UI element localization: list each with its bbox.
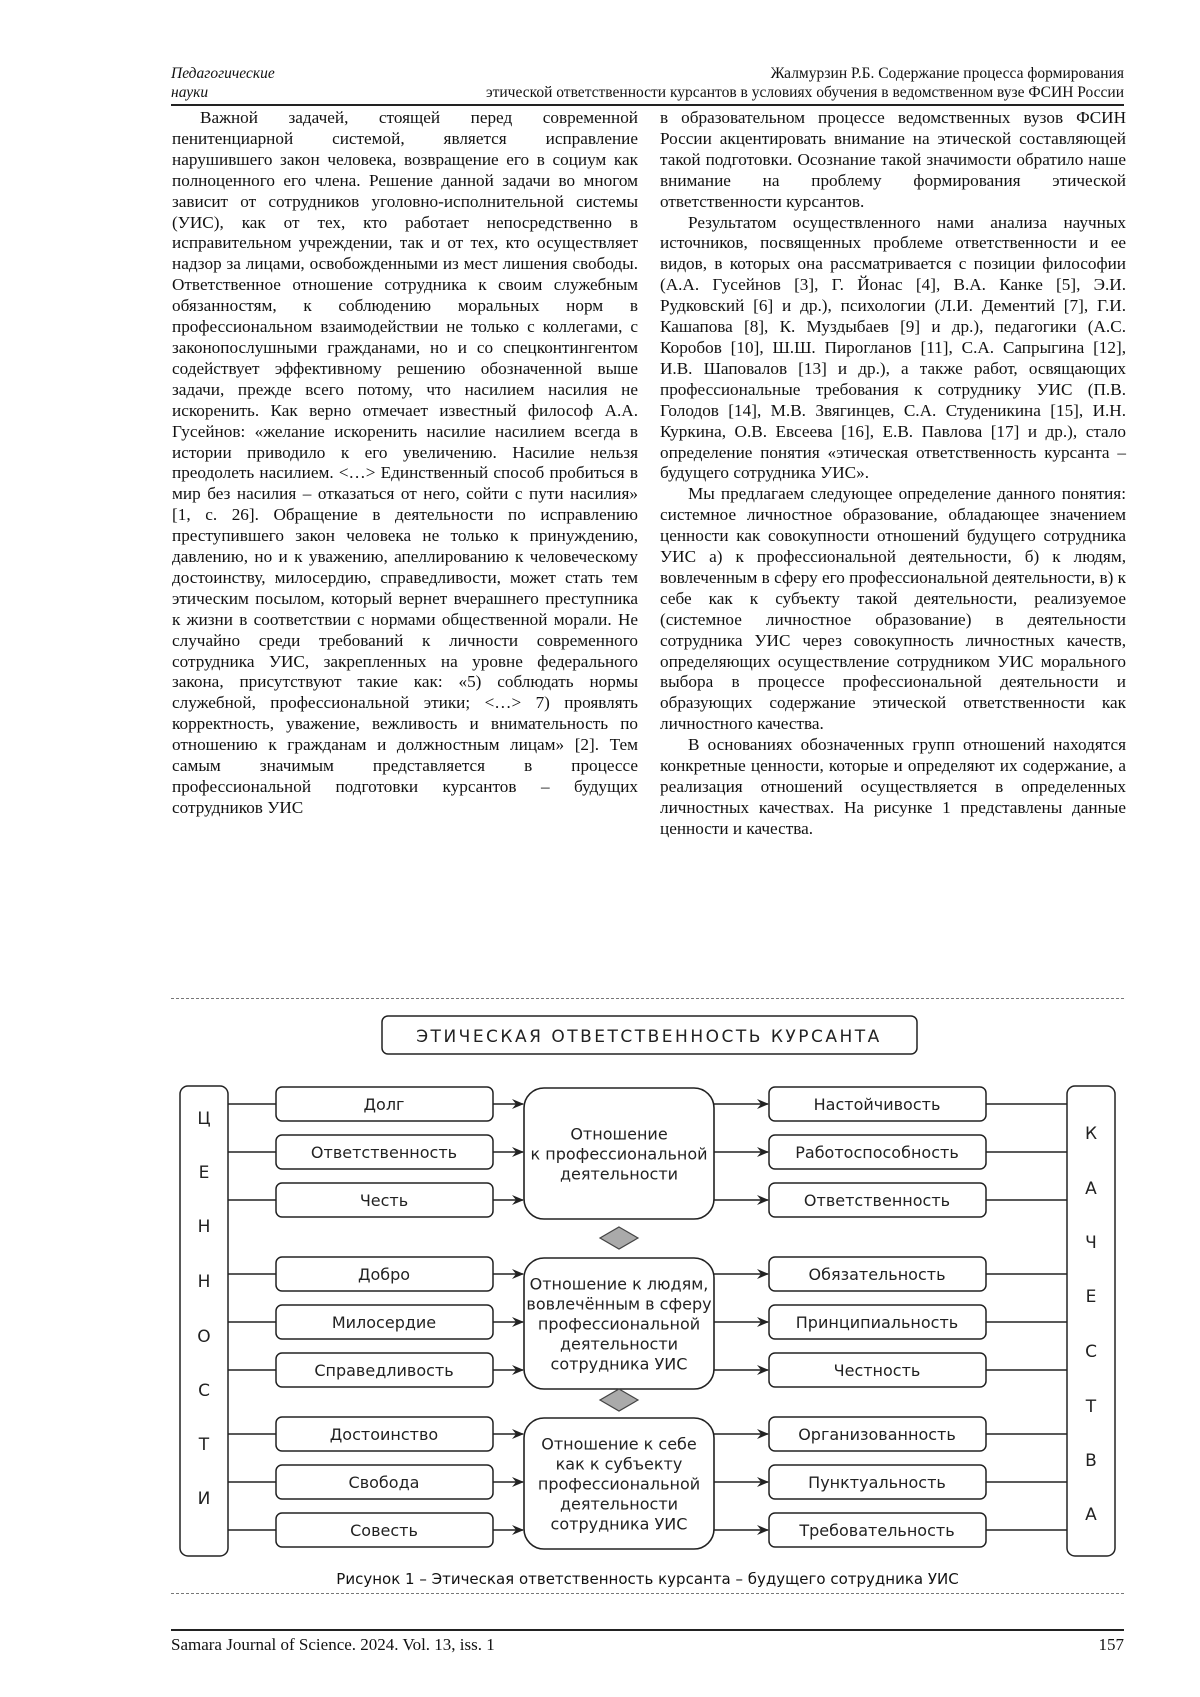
relation-text: сотрудника УИС	[550, 1354, 688, 1374]
quality-label: Организованность	[798, 1425, 956, 1444]
figure-top-divider	[171, 998, 1124, 999]
qualities-label-letter: С	[1085, 1342, 1097, 1362]
values-label-letter: И	[197, 1489, 211, 1509]
journal-citation: Samara Journal of Science. 2024. Vol. 13, iss. 1	[171, 1635, 495, 1654]
relation-text: Отношение	[570, 1124, 668, 1144]
quality-label: Пунктуальность	[808, 1473, 946, 1492]
footer-rule	[171, 1629, 1124, 1631]
qualities-column-box	[1067, 1086, 1115, 1556]
values-label-letter: Ц	[197, 1109, 211, 1129]
paragraph: Важной задачей, стоящей перед современной пенитенциарной системой, является исправление нарушившего закон человека, возвращение его в социум как полноценного его члена. Решение данной задачи во многом зависит от сотрудников уголовно-исполнительной системы (УИС), как от тех, кто работает непосредственно в исправительном учреждении, так и от тех, кто осуществляет надзор за лицами, освобожденными из мест лишения свободы. Ответственное отношение сотрудника к своим служебным обязанностям, к соблюдению моральных норм в профессиональном взаимодействии не только с коллегами, с законопослушными гражданами, но и со спецконтингентом содействует эффективному решению обозначенной выше задачи, прежде всего потому, что насилием насилия не искоренить. Как верно отмечает известный философ А.А. Гусейнов: «желание искоренить насилие насилием всегда в истории приводило к его увеличению. Насилие нельзя преодолеть насилием. <…> Единственный способ пробиться в мир без насилия – отказаться от него, сойти с пути насилия» [1, с. 26]. Обращение в деятельности по исправлению преступившего закон человека не только к принуждению, давлению, но и к уважению, апеллированию к человеческому достоинству, милосердию, справедливости, может стать тем этическим посылом, который вернет вчерашнего преступника к жизни в соответствии с нормами общественной морали. Не случайно среди требований к личности современного сотрудника УИС, закрепленных на уровне федерального закона, присутствуют такие как: «5) соблюдать нормы служебной, профессиональной этики; <…> 7) проявлять корректность, уважение, вежливость и внимательность по отношению к гражданам и должностным лицам» [2]. Тем самым значимым представляется в процессе профессиональной подготовки курсантов – будущих сотрудников УИС	[172, 108, 638, 817]
group-link-diamond-icon	[600, 1389, 638, 1411]
value-label: Свобода	[348, 1473, 420, 1492]
qualities-label-letter: А	[1085, 1505, 1097, 1525]
value-label: Совесть	[350, 1521, 418, 1540]
paragraph: Мы предлагаем следующее определение данного понятия: системное личностное образование, обладающее значением ценности как совокупности отношений будущего сотрудника УИС а) к профессиональной деятельности, б) к людям, вовлеченным в сферу его профессиональной деятельности, в) к себе как к субъекту такой деятельности, реализуемое (системное личностное образование) в деятельности сотрудника УИС через совокупность личностных качеств, определяющих осуществление сотрудником УИС морального выбора в процессе профессиональной деятельности и образующих содержание этической ответственности как личностного качества.	[660, 484, 1126, 734]
section-line-2: науки	[171, 84, 209, 101]
paragraph: В основаниях обозначенных групп отношений находятся конкретные ценности, которые и определяют их содержание, а реализация отношений осуществляется в определенных личностных качествах. На рисунке 1 представлены данные ценности и качества.	[660, 735, 1126, 838]
section-line-1: Педагогические	[171, 65, 275, 82]
figure-ethical-responsibility-diagram	[171, 1010, 1124, 1570]
figure-bottom-divider	[171, 1593, 1124, 1594]
relation-text: деятельности	[559, 1334, 679, 1354]
qualities-label-letter: А	[1085, 1179, 1097, 1199]
relation-text: к профессиональной	[530, 1144, 708, 1164]
qualities-label-letter: Е	[1085, 1287, 1097, 1307]
quality-label: Принципиальность	[795, 1313, 959, 1332]
values-label-letter: О	[197, 1327, 211, 1347]
relation-text: Отношение к себе	[541, 1434, 697, 1454]
journal-section	[171, 64, 275, 102]
value-label: Честь	[359, 1191, 409, 1210]
right-column	[660, 108, 1126, 840]
relation-text: как к субъекту	[555, 1454, 683, 1474]
qualities-label-letter: Ч	[1085, 1233, 1097, 1253]
value-label: Милосердие	[331, 1313, 437, 1332]
relation-text: деятельности	[559, 1494, 679, 1514]
quality-label: Обязательность	[808, 1265, 946, 1284]
title-line-1: Жалмурзин Р.Б. Содержание процесса формирования	[770, 65, 1124, 82]
quality-label: Ответственность	[803, 1191, 951, 1210]
values-label-letter: Н	[197, 1272, 211, 1292]
relation-text: вовлечённым в сферу	[526, 1294, 712, 1314]
qualities-label-letter: В	[1085, 1451, 1097, 1471]
figure-title: ЭТИЧЕСКАЯ ОТВЕТСТВЕННОСТЬ КУРСАНТА	[416, 1027, 882, 1047]
relation-text: Отношение к людям,	[529, 1274, 709, 1294]
paragraph: Результатом осуществленного нами анализа научных источников, посвященных проблеме ответственности и ее видов, в которых она рассматривается с позиции философии (А.А. Гусейнов [3], Г. Йонас [4], В.А. Канке [5], Э.И. Рудковский [6] и др.), психологии (Л.И. Дементий [7], Г.И. Кашапова [8], К. Муздыбаев [9] и др.), педагогики (А.С. Коробов [10], Ш.Ш. Пирогланов [11], С.А. Сапрыгина [12], И.В. Шаповалов [13] и др.), а также работ, освящающих профессиональные требования к сотруднику УИС (П.В. Голодов [14], М.В. Звягинцев, С.А. Студеникина [15], И.Н. Куркина, О.В. Евсеева [16], Е.В. Павлова [17] и др.), стало определение понятия «этическая ответственность курсанта – будущего сотрудника УИС».	[660, 212, 1126, 483]
qualities-label-letter: К	[1084, 1124, 1098, 1144]
quality-label: Честность	[833, 1361, 921, 1380]
paragraph-continuation: в образовательном процессе ведомственных вузов ФСИН России акцентировать внимание на этической составляющей такой подготовки. Осознание такой значимости обратило наше внимание на проблему формирования этической ответственности курсантов.	[660, 108, 1126, 211]
value-label: Ответственность	[310, 1143, 458, 1162]
quality-label: Требовательность	[799, 1521, 955, 1540]
value-label: Добро	[357, 1265, 411, 1284]
value-label: Достоинство	[329, 1425, 439, 1444]
values-label-letter: С	[198, 1381, 210, 1401]
running-header	[171, 64, 1124, 104]
values-label-letter: Н	[197, 1217, 211, 1237]
quality-label: Работоспособность	[795, 1143, 959, 1162]
quality-label: Настойчивость	[813, 1095, 941, 1114]
header-rule	[171, 104, 1124, 106]
values-column-box	[180, 1086, 228, 1556]
value-label: Долг	[363, 1095, 405, 1114]
relation-text: деятельности	[559, 1164, 679, 1184]
group-link-diamond-icon	[600, 1227, 638, 1249]
value-label: Справедливость	[314, 1361, 454, 1380]
left-column	[172, 108, 638, 819]
figure-caption: Рисунок 1 – Этическая ответственность курсанта – будущего сотрудника УИС	[336, 1570, 959, 1588]
page-footer	[171, 1629, 1124, 1654]
page-number: 157	[1098, 1635, 1124, 1654]
values-label-letter: Т	[198, 1435, 210, 1455]
qualities-label-letter: Т	[1085, 1397, 1097, 1417]
values-label-letter: Е	[198, 1163, 210, 1183]
relation-text: профессиональной	[537, 1474, 701, 1494]
relation-text: сотрудника УИС	[550, 1514, 688, 1534]
relation-text: профессиональной	[537, 1314, 701, 1334]
title-line-2: этической ответственности курсантов в условиях обучения в ведомственном вузе ФСИН России	[485, 84, 1124, 101]
article-running-title	[486, 64, 1124, 102]
